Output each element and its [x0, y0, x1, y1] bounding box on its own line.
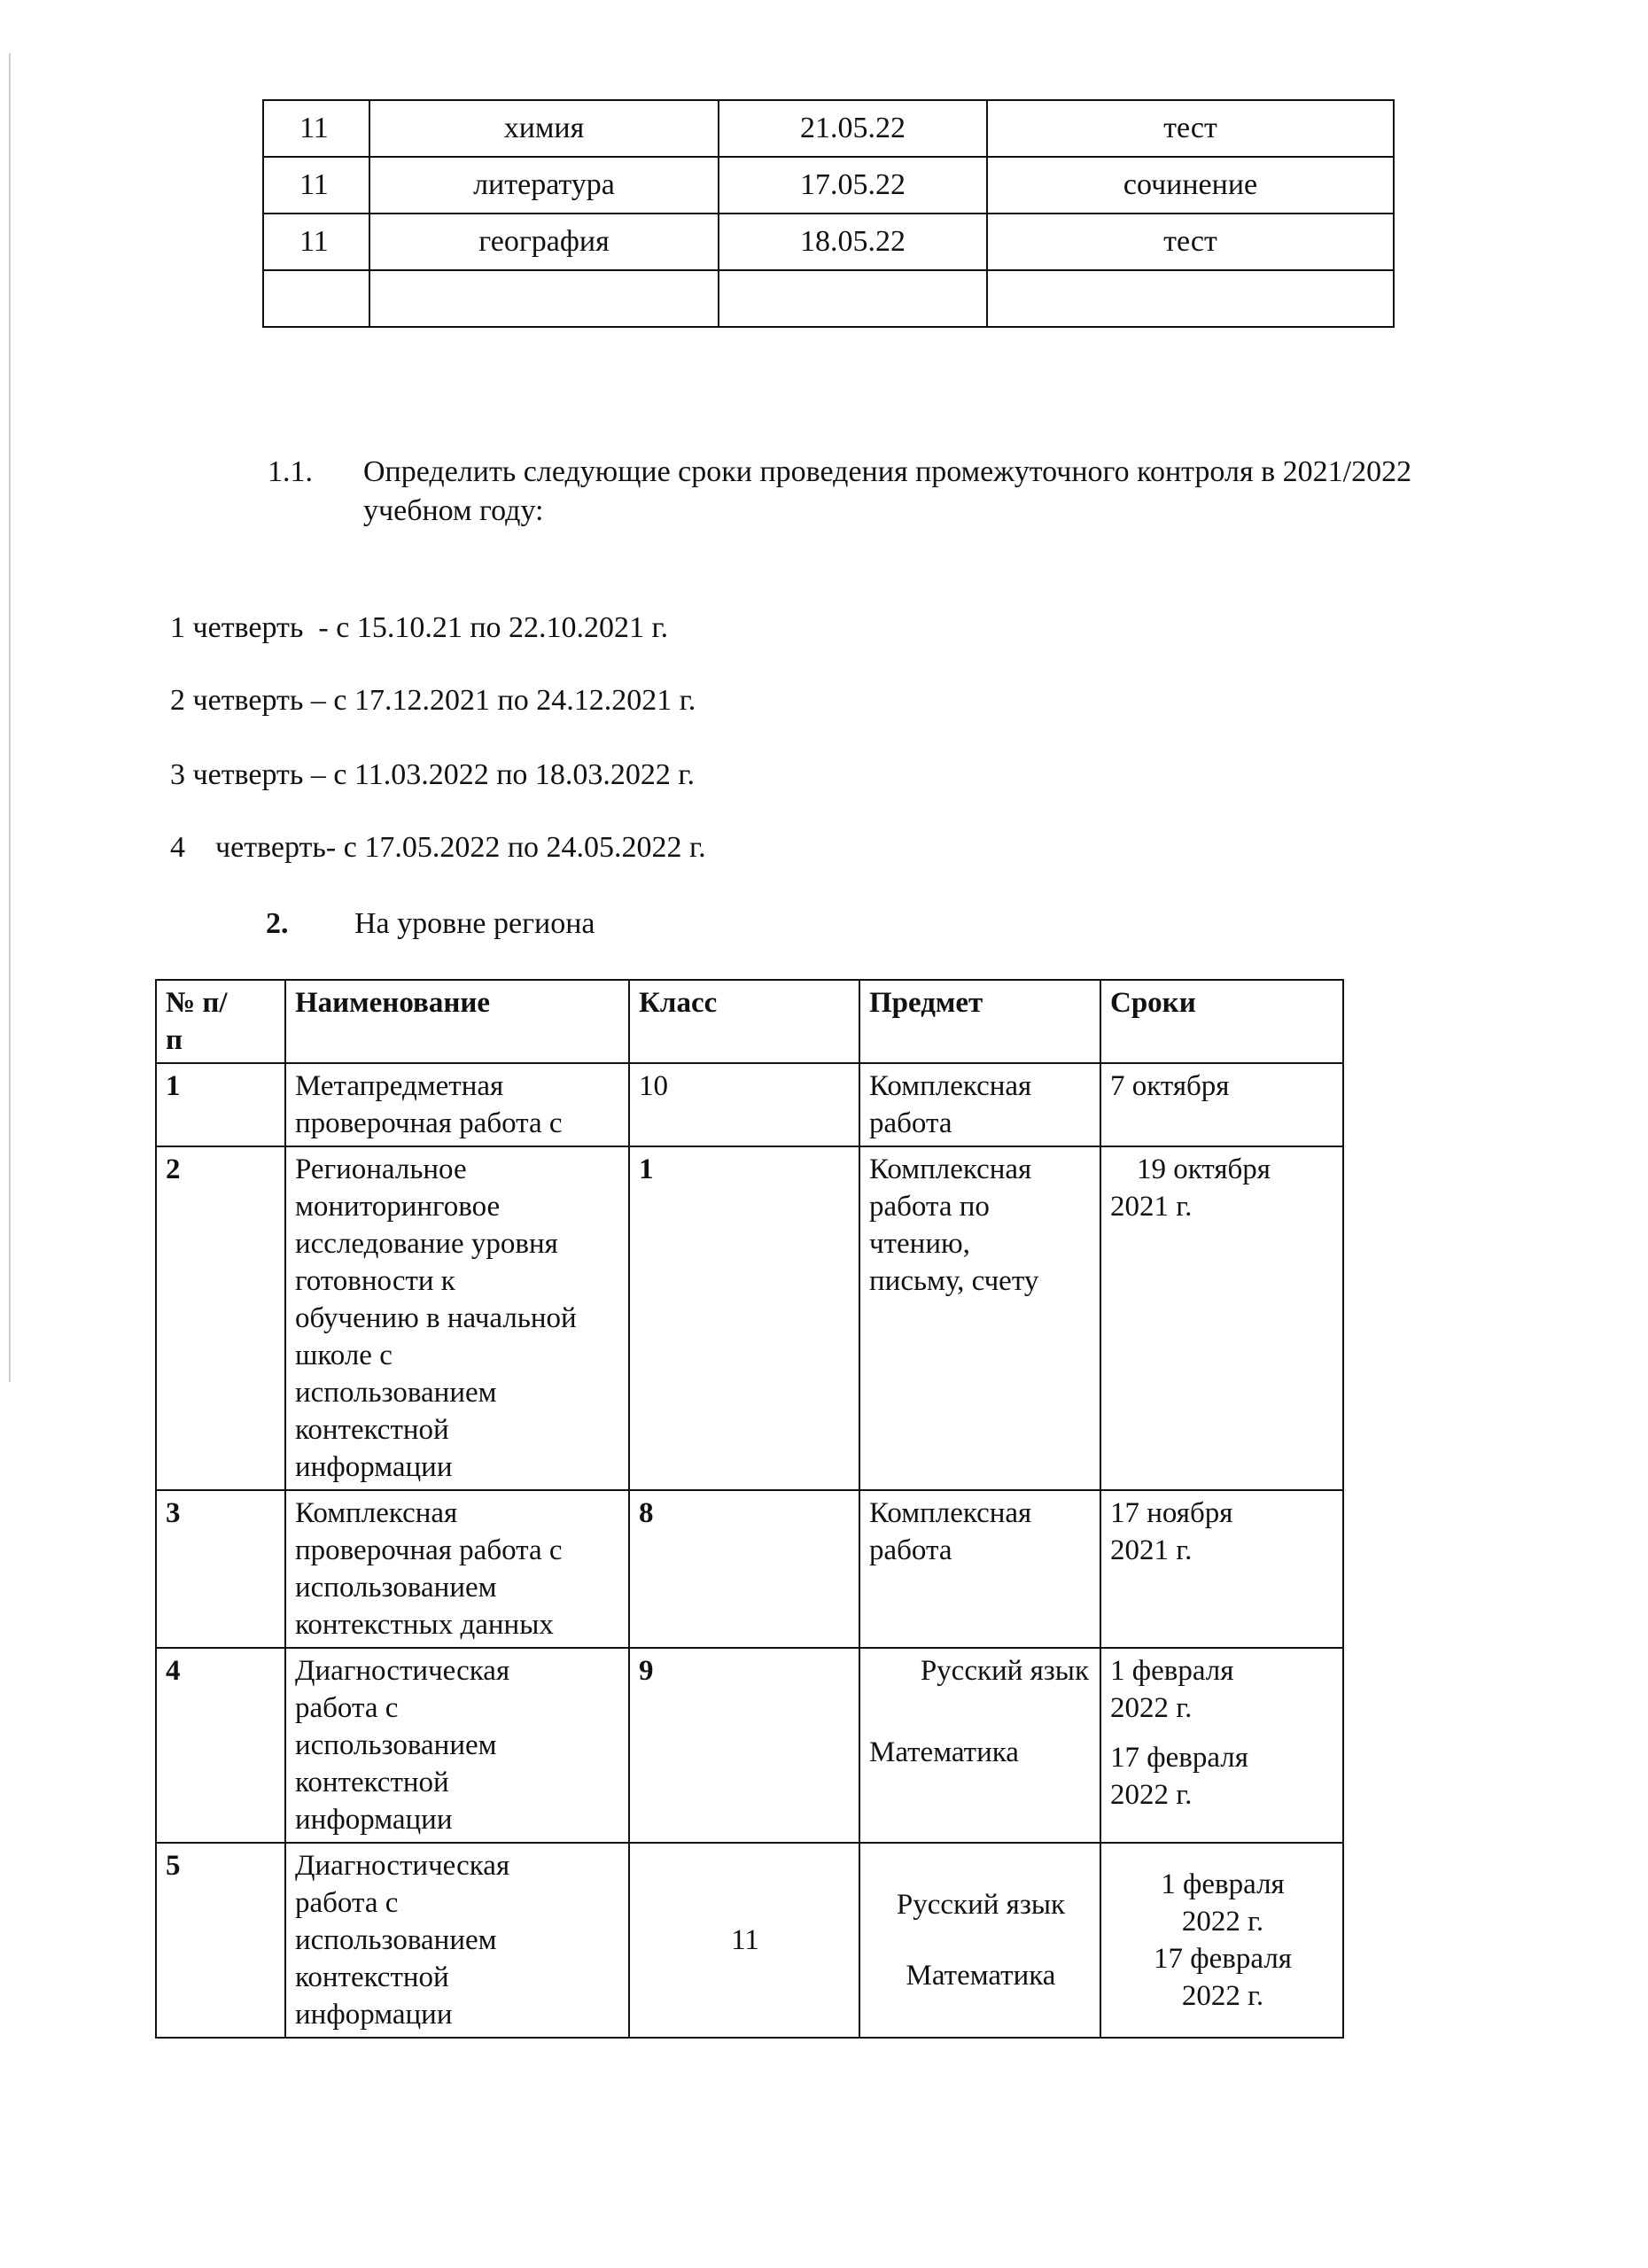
scan-edge-line [9, 53, 11, 1382]
section-title: На уровне региона [354, 907, 595, 940]
row-number: 3 [156, 1490, 285, 1648]
header-number: № п/ п [156, 980, 285, 1063]
section-number: 2. [266, 907, 289, 940]
header-name: Наименование [285, 980, 629, 1063]
table-header-row [156, 980, 1343, 1063]
table-row [156, 1648, 1343, 1843]
form-cell: тест [987, 100, 1394, 157]
subject-cell: Русский язык Математика [859, 1843, 1100, 2038]
table-row [156, 1146, 1343, 1490]
paragraph-line: Определить следующие сроки проведения промежуточного контроля в 2021/2022 [363, 455, 1412, 488]
header-subject: Предмет [859, 980, 1100, 1063]
table-row [156, 1063, 1343, 1146]
subject-cell: Комплексная работа по чтению, письму, счету [859, 1146, 1100, 1490]
grade-cell: 11 [263, 157, 369, 214]
name-cell: Диагностическая работа с использованием контекстной информации [285, 1843, 629, 2038]
quarter-line: 3 четверть – с 11.03.2022 по 18.03.2022 г. [170, 758, 696, 791]
form-cell: сочинение [987, 157, 1394, 214]
section-number: 1.1. [268, 455, 313, 488]
row-number: 4 [156, 1648, 285, 1843]
subject-cell: Комплексная работа [859, 1063, 1100, 1146]
quarter-line: 2 четверть – с 17.12.2021 по 24.12.2021 г. [170, 684, 696, 717]
grade-cell: 9 [629, 1648, 859, 1843]
subject-cell: литература [369, 157, 719, 214]
name-cell: Диагностическая работа с использованием контекстной информации [285, 1648, 629, 1843]
table-row [263, 270, 1394, 327]
paragraph-line: учебном году: [363, 494, 544, 527]
dates-cell: 17 ноября 2021 г. [1100, 1490, 1343, 1648]
row-number: 5 [156, 1843, 285, 2038]
subject-cell: Русский язык Математика [859, 1648, 1100, 1843]
table-row [263, 100, 1394, 157]
date-cell: 17.05.22 [719, 157, 987, 214]
header-grade: Класс [629, 980, 859, 1063]
date-cell: 18.05.22 [719, 214, 987, 270]
dates-cell: 19 октября 2021 г. [1100, 1146, 1343, 1490]
form-cell: тест [987, 214, 1394, 270]
name-cell: Региональное мониторинговое исследование уровня готовности к обучению в начальной школе с использованием контекстной информации [285, 1146, 629, 1490]
table-row [263, 214, 1394, 270]
table-row [156, 1843, 1343, 2038]
subject-cell: Комплексная работа [859, 1490, 1100, 1648]
grade-cell: 8 [629, 1490, 859, 1648]
table-row [263, 157, 1394, 214]
row-number: 2 [156, 1146, 285, 1490]
subject-cell: география [369, 214, 719, 270]
row-number: 1 [156, 1063, 285, 1146]
exam-schedule-table [262, 99, 1395, 328]
date-cell [719, 270, 987, 327]
grade-cell [263, 270, 369, 327]
grade-cell: 1 [629, 1146, 859, 1490]
name-cell: Комплексная проверочная работа с использованием контекстных данных [285, 1490, 629, 1648]
name-cell: Метапредметная проверочная работа с [285, 1063, 629, 1146]
grade-cell: 10 [629, 1063, 859, 1146]
region-assessment-table [155, 979, 1344, 2039]
quarter-line: 4 четверть- с 17.05.2022 по 24.05.2022 г. [170, 831, 706, 864]
dates-cell: 1 февраля 2022 г. 17 февраля 2022 г. [1100, 1648, 1343, 1843]
dates-cell: 7 октября [1100, 1063, 1343, 1146]
subject-cell [369, 270, 719, 327]
quarter-line: 1 четверть - с 15.10.21 по 22.10.2021 г. [170, 611, 669, 644]
table-row [156, 1490, 1343, 1648]
grade-cell: 11 [263, 214, 369, 270]
date-cell: 21.05.22 [719, 100, 987, 157]
grade-cell: 11 [263, 100, 369, 157]
form-cell [987, 270, 1394, 327]
header-dates: Сроки [1100, 980, 1343, 1063]
grade-cell: 11 [629, 1843, 859, 2038]
section-2-heading [266, 907, 595, 941]
subject-cell: химия [369, 100, 719, 157]
dates-cell: 1 февраля 2022 г. 17 февраля 2022 г. [1100, 1843, 1343, 2038]
